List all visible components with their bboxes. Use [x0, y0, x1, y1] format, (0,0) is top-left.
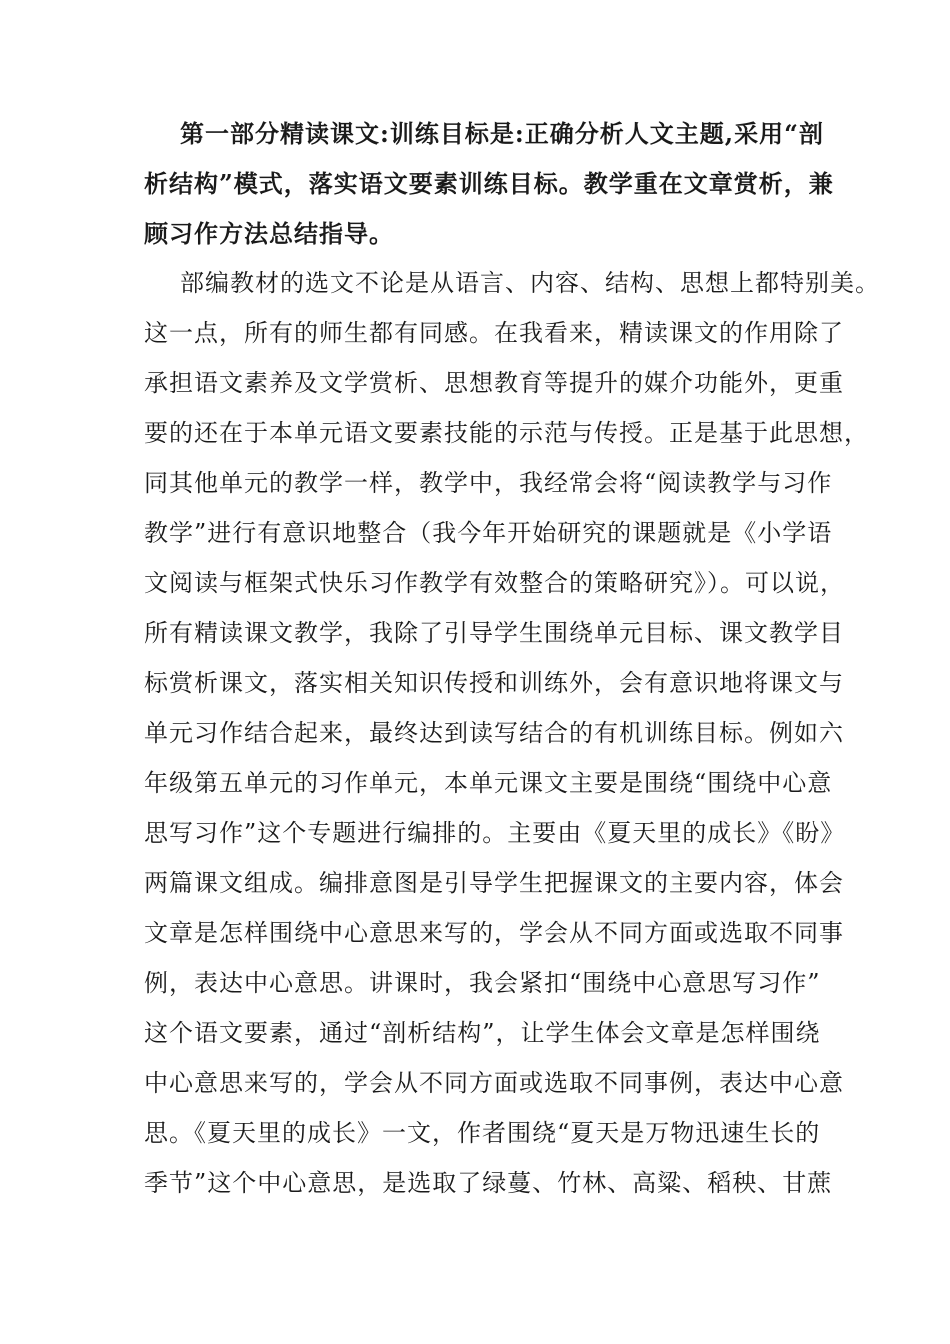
paragraph [144, 258, 880, 1208]
text-line: 单元习作结合起来，最终达到读写结合的有机训练目标。例如六 [144, 719, 844, 747]
text-line: 思写习作”这个专题进行编排的。主要由《夏天里的成长》《盼》 [144, 819, 846, 847]
text-line: 顾习作方法总结指导。 [144, 219, 394, 248]
text-line: 季节”这个中心意思，是选取了绿蔓、竹林、高粱、稻秧、甘蔗 [144, 1169, 833, 1197]
text-line: 教学”进行有意识地整合（我今年开始研究的课题就是《小学语 [144, 519, 833, 547]
text-line: 例，表达中心意思。讲课时，我会紧扣“围绕中心意思写习作” [144, 969, 821, 997]
text-line: 要的还在于本单元语文要素技能的示范与传授。正是基于此思想， [144, 419, 869, 447]
text-line: 文章是怎样围绕中心意思来写的，学会从不同方面或选取不同事 [144, 919, 844, 947]
text-line: 年级第五单元的习作单元，本单元课文主要是围绕“围绕中心意 [144, 769, 833, 797]
text-line: 中心意思来写的，学会从不同方面或选取不同事例，表达中心意 [144, 1069, 844, 1097]
text-line: 标赏析课文，落实相关知识传授和训练外，会有意识地将课文与 [144, 669, 844, 697]
text-line: 这一点，所有的师生都有同感。在我看来，精读课文的作用除了 [144, 319, 844, 347]
text-line: 第一部分精读课文:训练目标是:正确分析人文主题,采用“剖 [180, 119, 824, 148]
paragraph-intensive-reading-goal [144, 109, 834, 259]
paragraph [144, 109, 834, 259]
text-line: 两篇课文组成。编排意图是引导学生把握课文的主要内容，体会 [144, 869, 844, 897]
paragraph-body-text [144, 258, 880, 1208]
text-line: 析结构”模式，落实语文要素训练目标。教学重在文章赏析，兼 [144, 169, 834, 198]
text-line: 承担语文素养及文学赏析、思想教育等提升的媒介功能外，更重 [144, 369, 844, 397]
text-line: 思。《夏天里的成长》一文，作者围绕“夏天是万物迅速生长的 [144, 1119, 821, 1147]
text-line: 文阅读与框架式快乐习作教学有效整合的策略研究》）。可以说， [144, 569, 845, 597]
text-line: 这个语文要素，通过“剖析结构”，让学生体会文章是怎样围绕 [144, 1019, 821, 1047]
text-line: 部编教材的选文不论是从语言、内容、结构、思想上都特别美。 [180, 269, 880, 297]
text-line: 所有精读课文教学，我除了引导学生围绕单元目标、课文教学目 [144, 619, 844, 647]
text-line: 同其他单元的教学一样，教学中，我经常会将“阅读教学与习作 [144, 469, 833, 497]
